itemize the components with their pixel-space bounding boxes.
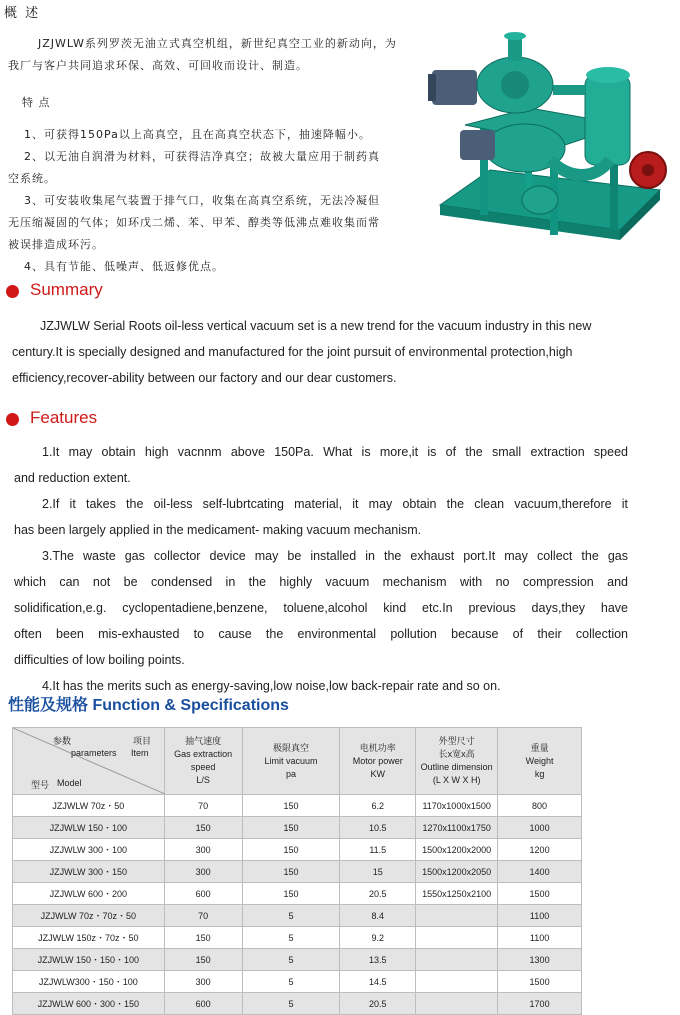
cell-dimension: [416, 927, 498, 949]
cell-power: 15: [340, 861, 416, 883]
spec-table-body: [13, 795, 582, 1015]
item-line: 3、可安装收集尾气装置于排气口，收集在高真空系统，无法冷凝但: [24, 194, 380, 207]
cell-model: JZJWLW 150・100: [13, 817, 165, 839]
cell-power: 8.4: [340, 905, 416, 927]
features-text: [14, 439, 628, 699]
header-text: 重量: [530, 742, 549, 753]
vacuum-unit-image: [420, 30, 670, 255]
item-line: 1、可获得150Pa以上高真空，且在高真空状态下，抽速降幅小。: [24, 128, 371, 141]
features-line: 3.The waste gas collector device may be installed in the exhaust port.It may collect the gas: [42, 549, 628, 563]
header-vacuum: [242, 728, 340, 795]
cell-speed: 150: [164, 817, 242, 839]
overview-intro: [0, 33, 404, 77]
item-line: 被误排造成环污。: [8, 238, 104, 251]
summary-heading: Summary: [30, 280, 103, 299]
cell-vacuum: 150: [242, 883, 340, 905]
cell-vacuum: 5: [242, 971, 340, 993]
cell-power: 10.5: [340, 817, 416, 839]
cell-dimension: [416, 993, 498, 1015]
features-line: 4.It has the merits such as energy-saving,low noise,low back-repair rate and so on.: [42, 679, 501, 693]
table-row: [13, 883, 582, 905]
spec-header-row: [13, 728, 582, 795]
features-line: 1.It may obtain high vacnnm above 150Pa. What is more,it is of the small extraction speed: [42, 445, 628, 459]
cell-weight: 1100: [498, 927, 582, 949]
table-row: [13, 993, 582, 1015]
cell-vacuum: 5: [242, 993, 340, 1015]
item-line: 空系统。: [8, 172, 56, 185]
header-text: 抽气速度: [185, 736, 222, 746]
features-line: often been mis-exhausted to cause the environmental pollution because of their collection: [14, 627, 628, 641]
header-text: 电机功率: [359, 742, 396, 753]
header-model-en: Model: [57, 778, 82, 788]
header-power: [340, 728, 416, 795]
overview-items: [0, 124, 404, 278]
item-line: 2、以无油自润滑为材料，可获得洁净真空；故被大量应用于制药真: [24, 150, 380, 163]
specs-title: 性能及规格 Function & Specifications: [8, 697, 289, 714]
cell-power: 6.2: [340, 795, 416, 817]
cell-power: 20.5: [340, 883, 416, 905]
features-bullet-icon: [6, 413, 19, 426]
cell-model: JZJWLW 300・150: [13, 861, 165, 883]
cell-model: JZJWLW 300・100: [13, 839, 165, 861]
features-cn-title: 特 点: [22, 96, 51, 109]
header-text: Limit vacuum: [264, 755, 318, 766]
cell-dimension: 1170x1000x1500: [416, 795, 498, 817]
spec-table: [12, 727, 582, 1015]
cell-model: JZJWLW 150・150・100: [13, 949, 165, 971]
cell-weight: 1700: [498, 993, 582, 1015]
features-heading: Features: [30, 408, 98, 427]
header-item-en: Item: [131, 748, 149, 758]
features-line: which can not be condensed in the highly vacuum mechanism with no compression and: [14, 575, 628, 589]
cell-model: JZJWLW300・150・100: [13, 971, 165, 993]
table-row: [13, 971, 582, 993]
cell-dimension: [416, 971, 498, 993]
intro-line: JZJWLW系列罗茨无油立式真空机组，新世纪真空工业的新动向，为: [38, 37, 397, 50]
table-row: [13, 795, 582, 817]
header-text: 极限真空: [272, 742, 309, 753]
cell-model: JZJWLW 600・200: [13, 883, 165, 905]
cell-vacuum: 150: [242, 795, 340, 817]
cell-weight: 800: [498, 795, 582, 817]
cell-weight: 1500: [498, 971, 582, 993]
header-text: 长x宽x高: [438, 749, 475, 759]
spec-header-diagonal-cell: [13, 728, 165, 795]
header-text: (L X W X H): [432, 775, 481, 785]
cell-power: 9.2: [340, 927, 416, 949]
cell-speed: 600: [164, 993, 242, 1015]
intro-line: 我厂与客户共同追求环保、高效、可回收而设计、制造。: [8, 59, 308, 72]
cell-weight: 1100: [498, 905, 582, 927]
header-text: kg: [534, 768, 545, 779]
header-text: speed: [190, 762, 216, 772]
cell-weight: 1300: [498, 949, 582, 971]
overview-title: 概 述: [4, 6, 41, 21]
header-param-cn: 参数: [53, 736, 72, 746]
cell-vacuum: 150: [242, 839, 340, 861]
header-item-cn: 项目: [133, 736, 152, 746]
header-speed: [164, 728, 242, 795]
cell-speed: 150: [164, 927, 242, 949]
header-model-cn: 型号: [31, 780, 50, 790]
cell-dimension: [416, 949, 498, 971]
header-text: 外型尺寸: [438, 736, 475, 746]
cell-power: 14.5: [340, 971, 416, 993]
table-row: [13, 839, 582, 861]
summary-bullet-icon: [6, 285, 19, 298]
summary-text: [12, 313, 632, 391]
cell-weight: 1400: [498, 861, 582, 883]
item-line: 4、具有节能、低噪声、低返修优点。: [24, 260, 224, 273]
cell-speed: 300: [164, 861, 242, 883]
cell-dimension: 1500x1200x2000: [416, 839, 498, 861]
cell-dimension: 1500x1200x2050: [416, 861, 498, 883]
cell-power: 20.5: [340, 993, 416, 1015]
item-line: 无压缩凝固的气体；如环戊二烯、苯、甲苯、醇类等低沸点难收集而常: [8, 216, 380, 229]
cell-dimension: 1270x1100x1750: [416, 817, 498, 839]
header-text: pa: [285, 768, 296, 779]
cell-dimension: 1550x1250x2100: [416, 883, 498, 905]
cell-vacuum: 150: [242, 861, 340, 883]
cell-speed: 70: [164, 795, 242, 817]
header-text: Motor power: [352, 755, 403, 766]
cell-speed: 600: [164, 883, 242, 905]
cell-model: JZJWLW 70z・50: [13, 795, 165, 817]
table-row: [13, 861, 582, 883]
cell-power: 13.5: [340, 949, 416, 971]
cell-dimension: [416, 905, 498, 927]
header-weight: [498, 728, 582, 795]
table-row: [13, 927, 582, 949]
cell-weight: 1500: [498, 883, 582, 905]
header-param-en: parameters: [71, 748, 117, 758]
cell-vacuum: 150: [242, 817, 340, 839]
summary-line: efficiency,recover-ability between our factory and our dear customers.: [12, 371, 397, 385]
header-text: KW: [370, 768, 386, 779]
header-text: Weight: [525, 755, 554, 766]
cell-vacuum: 5: [242, 905, 340, 927]
cell-weight: 1200: [498, 839, 582, 861]
cell-model: JZJWLW 600・300・150: [13, 993, 165, 1015]
table-row: [13, 817, 582, 839]
cell-vacuum: 5: [242, 927, 340, 949]
table-row: [13, 905, 582, 927]
header-text: L/S: [196, 775, 210, 785]
cell-speed: 300: [164, 839, 242, 861]
features-line: solidification,e.g. cyclopentadiene,benzene, toluene,alcohol kind etc.In previous days,they have: [14, 601, 628, 615]
header-text: Outline dimension: [420, 762, 493, 772]
features-line: and reduction extent.: [14, 471, 131, 485]
table-row: [13, 949, 582, 971]
features-line: 2.If it takes the oil-less self-lubrtcating material, it may obtain the clean vacuum,therefore it: [42, 497, 628, 511]
features-line: has been largely applied in the medicament- making vacuum mechanism.: [14, 523, 422, 537]
cell-weight: 1000: [498, 817, 582, 839]
features-line: difficulties of low boiling points.: [14, 653, 185, 667]
header-text: Gas extraction: [174, 749, 233, 759]
cell-vacuum: 5: [242, 949, 340, 971]
header-dimension: [416, 728, 498, 795]
cell-model: JZJWLW 70z・70z・50: [13, 905, 165, 927]
cell-model: JZJWLW 150z・70z・50: [13, 927, 165, 949]
cell-speed: 70: [164, 905, 242, 927]
cell-speed: 150: [164, 949, 242, 971]
cell-speed: 300: [164, 971, 242, 993]
summary-line: JZJWLW Serial Roots oil-less vertical vacuum set is a new trend for the vacuum industry in this new: [40, 319, 592, 333]
cell-power: 11.5: [340, 839, 416, 861]
summary-line: century.It is specially designed and manufactured for the joint pursuit of environmental protection,high: [12, 345, 573, 359]
